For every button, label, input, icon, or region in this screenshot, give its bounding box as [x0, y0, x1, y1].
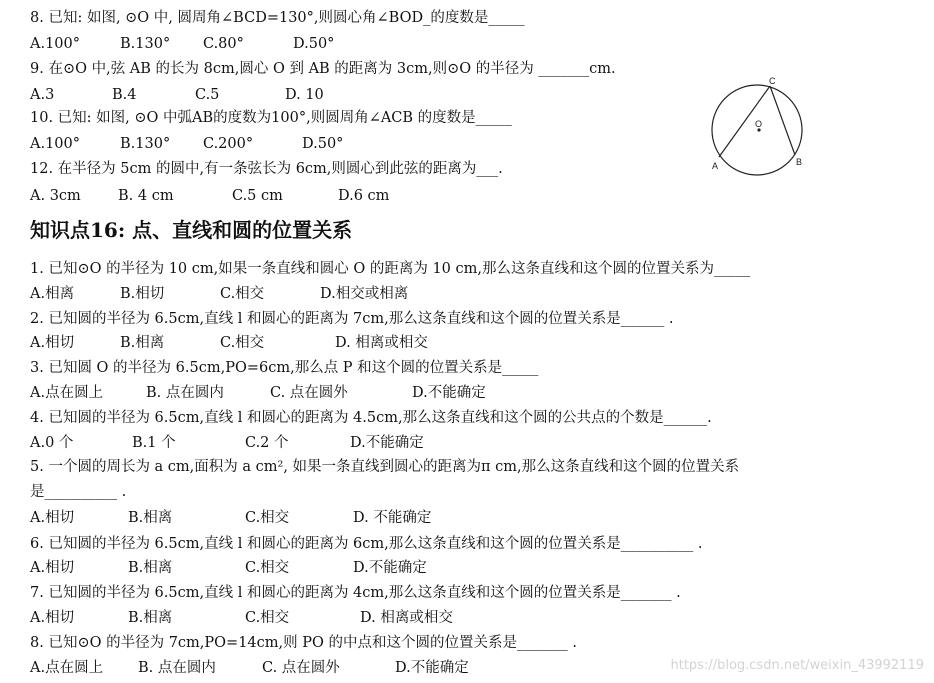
option-a: A.相切 [30, 510, 75, 526]
option-a: A.相切 [30, 560, 75, 576]
option-a: A.相切 [30, 335, 75, 351]
question-1-text: 1. 已知⊙O 的半径为 10 cm,如果一条直线和圆心 O 的距离为 10 cm,那么这条直线和这个圆的位置关系为_____ [30, 261, 751, 277]
question-7-text: 7. 已知圆的半径为 6.5cm,直线 l 和圆心的距离为 4cm,那么这条直线和这个圆的位置关系是_______ . [30, 585, 681, 601]
option-a: A.0 个 [30, 435, 74, 451]
option-c: C.相交 [245, 510, 290, 526]
option-c: C.80° [203, 36, 244, 52]
label-b: B [796, 157, 803, 167]
option-c: C.相交 [220, 286, 265, 302]
question-8-text: 8. 已知: 如图, ⊙O 中, 圆周角∠BCD=130°,则圆心角∠BOD_的度数是_____ [30, 10, 525, 26]
option-b: B.1 个 [132, 435, 176, 451]
watermark-text: https://blog.csdn.net/weixin_43992119 [670, 658, 924, 673]
option-d: D.50° [302, 136, 344, 152]
question-12-options [30, 187, 890, 205]
question-5-text: 5. 一个圆的周长为 a cm,面积为 a cm², 如果一条直线到圆心的距离为π cm,那么这条直线和这个圆的位置关系 [30, 459, 740, 475]
option-c: C.5 [195, 87, 220, 103]
option-b: B.相离 [128, 510, 173, 526]
question-4-options [30, 434, 890, 452]
option-a: A.3 [30, 87, 55, 103]
section-heading: 知识点16: 点、直线和圆的位置关系 [30, 218, 353, 242]
question-8b-text: 8. 已知⊙O 的半径为 7cm,PO=14cm,则 PO 的中点和这个圆的位置关系是_______ . [30, 635, 577, 651]
option-b: B. 点在圆内 [146, 385, 224, 401]
option-c: C.相交 [245, 610, 290, 626]
option-b: B.相切 [120, 286, 165, 302]
option-b: B.130° [120, 36, 171, 52]
option-c: C.相交 [220, 335, 265, 351]
question-5-text-continued: 是__________ . [30, 484, 127, 500]
option-c: C. 点在圆外 [262, 660, 340, 676]
question-6-options [30, 559, 890, 577]
question-5-options [30, 509, 890, 527]
option-c: C.2 个 [245, 435, 289, 451]
option-b: B.4 [112, 87, 137, 103]
option-a: A.点在圆上 [30, 660, 104, 676]
circle-outline [712, 85, 802, 175]
option-d: D.6 cm [338, 188, 390, 204]
question-4-text: 4. 已知圆的半径为 6.5cm,直线 l 和圆心的距离为 4.5cm,那么这条直线和这个圆的公共点的个数是______. [30, 410, 712, 426]
question-12-text: 12. 在半径为 5cm 的圆中,有一条弦长为 6cm,则圆心到此弦的距离为___. [30, 161, 503, 177]
option-a: A.相切 [30, 610, 75, 626]
question-2-options [30, 334, 890, 352]
label-a: A [712, 161, 719, 171]
label-o: O [755, 119, 763, 129]
question-2-text: 2. 已知圆的半径为 6.5cm,直线 l 和圆心的距离为 7cm,那么这条直线和这个圆的位置关系是______ . [30, 311, 674, 327]
option-d: D. 不能确定 [353, 510, 432, 526]
option-d: D. 10 [285, 87, 324, 103]
option-d: D.不能确定 [395, 660, 469, 676]
option-c: C. 点在圆外 [270, 385, 348, 401]
option-a: A.100° [30, 36, 81, 52]
option-b: B. 4 cm [118, 188, 174, 204]
option-c: C.5 cm [232, 188, 283, 204]
option-c: C.相交 [245, 560, 290, 576]
question-8-options [30, 35, 890, 53]
question-9-text: 9. 在⊙O 中,弦 AB 的长为 8cm,圆心 O 到 AB 的距离为 3cm,则⊙O 的半径为 _______cm. [30, 61, 616, 77]
option-b: B.相离 [128, 610, 173, 626]
option-d: D.不能确定 [353, 560, 427, 576]
option-a: A.相离 [30, 286, 75, 302]
question-1-options [30, 285, 890, 303]
option-d: D.不能确定 [350, 435, 424, 451]
chord-cb [770, 86, 795, 155]
option-b: B.相离 [128, 560, 173, 576]
option-d: D. 相离或相交 [335, 335, 428, 351]
option-d: D.50° [293, 36, 335, 52]
option-b: B.相离 [120, 335, 165, 351]
label-c: C [769, 76, 776, 86]
option-d: D.相交或相离 [320, 286, 409, 302]
question-3-options [30, 384, 890, 402]
question-10-text: 10. 已知: 如图, ⊙O 中弧AB的度数为100°,则圆周角∠ACB 的度数是_____ [30, 110, 512, 126]
option-b: B.130° [120, 136, 171, 152]
option-a: A.点在圆上 [30, 385, 104, 401]
option-d: D. 相离或相交 [360, 610, 453, 626]
question-7-options [30, 609, 890, 627]
option-b: B. 点在圆内 [138, 660, 216, 676]
option-c: C.200° [203, 136, 254, 152]
option-d: D.不能确定 [412, 385, 486, 401]
question-3-text: 3. 已知圆 O 的半径为 6.5cm,PO=6cm,那么点 P 和这个圆的位置关系是_____ [30, 360, 539, 376]
question-6-text: 6. 已知圆的半径为 6.5cm,直线 l 和圆心的距离为 6cm,那么这条直线和这个圆的位置关系是__________ . [30, 536, 703, 552]
circle-diagram [706, 74, 810, 178]
option-a: A.100° [30, 136, 81, 152]
option-a: A. 3cm [30, 188, 81, 204]
